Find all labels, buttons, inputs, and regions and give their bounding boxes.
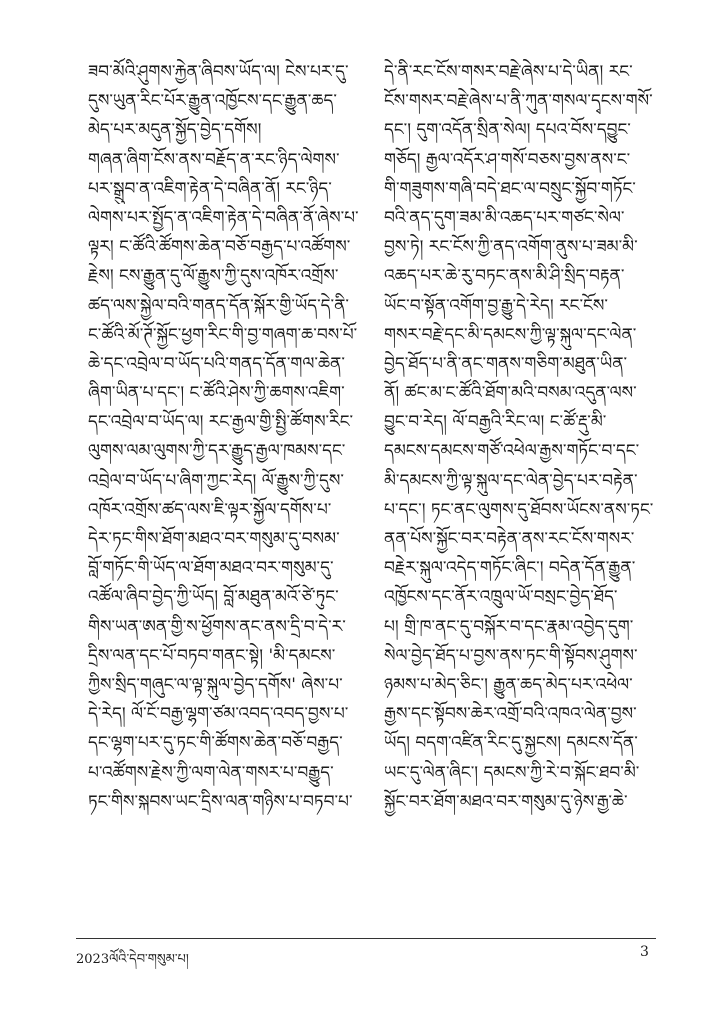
text-line: འཁོར་འགྲོས་ཚད་ལས་ཇི་ལྟར་སྐྱོལ་དགོས་པ་ (88, 499, 332, 520)
text-line: ནོ། ཚང་མ་ང་ཚོའི་ཐོག་མའི་བསམ་འདུན་ལས་ (384, 383, 637, 404)
text-line: ལེགས་པར་སྤྱོད་ན་འཇིག་རྟེན་དེ་བཞིན་ནོ་ཞེས་པ་ (88, 207, 359, 228)
text-line: མེད་པར་མདུན་སྐྱོད་བྱེད་དགོས། (88, 120, 262, 141)
text-line: གཞན་ཞིག་ངོས་ནས་བརྗོད་ན་རང་ཉིད་ལེགས་ (88, 149, 340, 170)
text-line: བྱེད་ཐོད་པ་ནི་ནང་གནས་གཅིག་མཐུན་ཡིན་ (384, 353, 628, 374)
footer-rule (76, 938, 656, 939)
text-line: སེལ་བྱེད་ཐོད་པ་བྱས་ནས་ཏང་གི་སྟོབས་ཤུགས་ (384, 645, 638, 666)
text-line: ཟབ་མོའི་ཤུགས་རྐྱེན་ཞིབས་ཡོད་ལ། ངེས་པར་དུ་ (88, 62, 349, 82)
text-line: གཅོད། རྒྱལ་འདོར་ཤ་གསོ་བཅས་བྱས་ནས་ང་ (384, 149, 631, 170)
text-line: པ་འཚོགས་རྗེས་ཀྱི་ལག་ལེན་གསར་པ་བརྒྱུད་ (88, 762, 334, 783)
text-line: དེ་ནི་རང་ངོས་གསར་བརྗེ་ཞེས་པ་དེ་ཡིན། རང་ (384, 62, 633, 82)
text-line: རྒྱས་དང་སྟོབས་ཆེར་འགྲོ་བའི་འཁའ་ལེན་བྱས་ (384, 704, 637, 725)
text-line: འབྲེལ་བ་ཡོད་པ་ཞིག་ཀྱང་རེད། ལོ་རྒྱུས་ཀྱི་དུས་ (88, 470, 344, 491)
text-line: འཚོལ་ཞིབ་བྱེད་ཀྱི་ཡོད། བློ་མཐུན་མའོ་ཙེ་ཏུང་ (88, 587, 339, 608)
text-line: གི་གཟུགས་གཞི་བདེ་ཐང་ལ་བསྲུང་སྐྱོབ་གཏོང་ (384, 178, 636, 199)
text-line: ཡོད། བདག་འཛིན་རིང་དུ་སྐྱངས། དམངས་དོན་ (384, 733, 638, 754)
page-number: 3 (640, 944, 649, 960)
text-line: དང་འབྲེལ་བ་ཡོད་ལ། རང་རྒྱལ་གྱི་སྤྱི་ཚོགས་རིང་ (88, 412, 354, 433)
text-line: པར་སྒྲུབ་ན་འཇིག་རྟེན་དེ་བཞིན་ནོ། རང་ཉིད་ (88, 178, 332, 199)
text-line: ངོས་གསར་བརྗེ་ཞེས་པ་ནི་ཀུན་གསལ་དྭངས་གསོ་ (384, 91, 653, 112)
text-line: ཞིག་ཡིན་པ་དང་། ང་ཚོའི་ཤེས་ཀྱི་ཆགས་འཇིག་ (88, 383, 345, 404)
left-text-column (88, 58, 366, 817)
text-line: ཀྱིས་སྲིད་གཞུང་ལ་ལྟ་སྐུལ་བྱེད་དགོས' ཞེས་པ་ (88, 674, 343, 695)
text-line: ནན་པོས་སྐྱོང་བར་བརྟེན་ནས་རང་ངོས་གསར་ (384, 529, 635, 549)
text-line: དུས་ཡུན་རིང་པོར་རྒྱུན་འཁྱོངས་དང་རྒྱུན་ཆད་ (88, 91, 337, 112)
text-line: བརྗེར་སྐུལ་འདེད་གཏོང་ཞིང་། བདེན་དོན་རྒྱུན་ (384, 558, 636, 579)
text-line: དེར་ཏང་གིས་ཐོག་མཐའ་བར་གསུམ་དུ་བསམ་ (88, 529, 340, 549)
text-line: དྲིས་ལན་དང་པོ་བཏབ་གནང་སྟེ། 'མི་དམངས་ (88, 645, 336, 666)
text-line: དང་ལྷག་པར་དུ་ཏང་གི་ཚོགས་ཆེན་བཅོ་བརྒྱད་ (88, 733, 343, 754)
text-line: རྗེས། ངས་རྒྱུན་དུ་ལོ་རྒྱུས་ཀྱི་དུས་འཁོར་འགྲོས་ (88, 266, 339, 287)
text-line: གསར་བརྗེ་དང་མི་དམངས་ཀྱི་ལྟ་སྐུལ་དང་ལེན་ (384, 324, 637, 345)
text-line: བྱུང་བ་རེད། ལོ་བརྒྱའི་རིང་ལ། ང་ཚོ་རྡུ་མི་ (384, 412, 607, 433)
text-line: ཡོང་བ་སྟོན་འགོག་བྱ་རྒྱུ་དེ་རེད། རང་ངོས་ (384, 295, 608, 316)
text-line: པ། གྲི་ཁ་ནང་དུ་བསྐོར་བ་དང་རྣམ་འབྱེད་དུག་ (384, 616, 634, 637)
text-line: ཡང་དུ་ལེན་ཞིང་། དམངས་ཀྱི་རེ་བ་སྐོང་ཐབ་མི་ (384, 762, 640, 783)
text-line: འཆད་པར་ཆེ་རུ་བཏང་ནས་མི་ཤི་སྲིད་བརྟན་ (384, 266, 625, 287)
text-line: ཆེ་དང་འབྲེལ་བ་ཡོད་པའི་གནད་དོན་གལ་ཆེན་ (88, 353, 345, 374)
right-text-column (384, 58, 662, 817)
text-line: སྐྱོང་བར་ཐོག་མཐའ་བར་གསུམ་དུ་ཉེས་རྒྱ་ཆེ་ (384, 791, 628, 812)
text-line: བའི་ནད་དུག་ཟམ་མི་འཆད་པར་གཙང་སེལ་ (384, 207, 625, 228)
text-line: དང་། དུག་འདོན་སྲིན་སེལ། དཔའ་བོས་དབྱུང་ (384, 120, 631, 141)
footer-issue-label: 2023ལོའི་དེབ་གསུམ་པ། (76, 952, 189, 967)
text-line: ཚད་ལས་སྐྱེལ་བའི་གནད་དོན་སྐོར་གྱི་ཡོད་དེ་ནི་ (88, 295, 349, 316)
text-line: གིས་ཡན་ཨན་གྱི་ས་ཕྱོགས་ནང་ནས་དྲི་བ་དེ་ར་ (88, 616, 346, 637)
text-line: ལྟར། ང་ཚོའི་ཚོགས་ཆེན་བཅོ་བརྒྱད་པ་འཚོགས་ (88, 237, 351, 258)
text-line: ཏང་གིས་སྐབས་ཡང་དྲིས་ལན་གཉིས་པ་བཏབ་པ་ (88, 791, 353, 812)
text-line: ལུགས་ལམ་ལུགས་ཀྱི་དར་རྒྱུད་རྒྱལ་ཁམས་དང་ (88, 441, 346, 462)
text-line: འཁྱོངས་དང་ནོར་འཁྲུལ་ཡོ་བསྲང་བྱེད་ཐོད་ (384, 587, 618, 608)
text-line: པ་དང་། ཏང་ནང་ལུགས་དུ་ཐོབས་ཡོངས་ནས་ཏང་ (384, 499, 654, 520)
text-line: དེ་རེད། ལོ་ངོ་བརྒྱ་ལྷག་ཙམ་འབད་འབད་བྱས་པ་ (88, 704, 349, 725)
text-line: བློ་གཏོང་གི་ཡོད་ལ་ཐོག་མཐའ་བར་གསུམ་དུ་ (88, 558, 334, 579)
text-line: དམངས་དམངས་གཙོ་འཕེལ་རྒྱས་གཏོང་བ་དང་ (384, 441, 640, 462)
text-line: ཉམས་པ་མེད་ཅིང་། རྒྱུན་ཆད་མེད་པར་འཕེལ་ (384, 674, 633, 695)
text-line: མི་དམངས་ཀྱི་ལྟ་སྐུལ་དང་ལེན་བྱེད་པར་བརྟེན་ (384, 470, 638, 491)
text-line: བྱས་ཏེ། རང་ངོས་ཀྱི་ནད་འགོག་ནུས་པ་ཟམ་མི་ (384, 237, 638, 258)
text-line: ང་ཚོའི་མོ་ཊོ་སྐྱོང་ཕྱག་རིང་གི་བྱ་གཞག་ཆ་བས་པོ་ (88, 324, 358, 345)
